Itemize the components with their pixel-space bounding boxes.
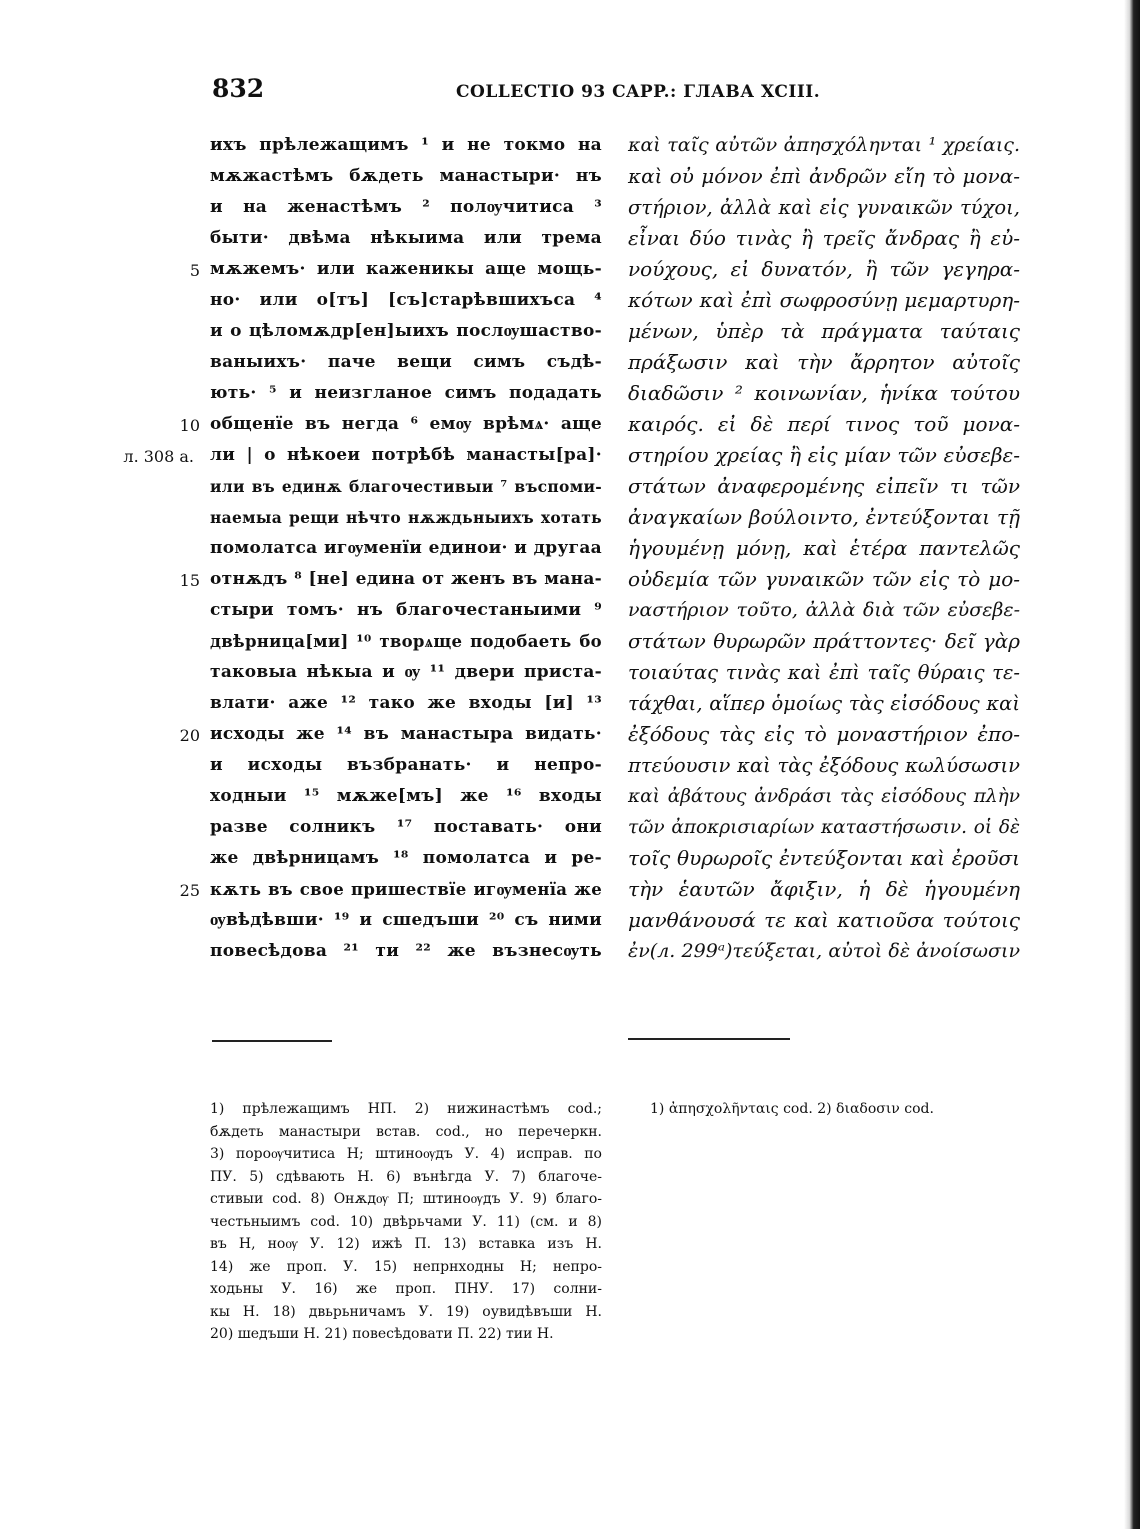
slavonic-line: но· или о[тъ] [съ]старѣвшихъса ⁴ (210, 290, 602, 310)
greek-line: τοῖς θυρωροῖς ἐντεύξονται καὶ ἐροῦσι (628, 846, 1020, 870)
slavonic-line: ходныи ¹⁵ мѫже[мъ] же ¹⁶ входы (210, 786, 602, 806)
footnote-line: стивыи cod. 8) Онѫдѹ П; штиноѹдъ У. 9) благо- (210, 1191, 602, 1207)
slavonic-line: и исходы възбранать· и непро- (210, 755, 602, 775)
greek-line: στήριον, ἀλλὰ καὶ εἰς γυναικῶν τύχοι, (628, 196, 1020, 219)
footnotes-greek (650, 1098, 1030, 1121)
slavonic-line: стыри томъ· нъ благочестаныими ⁹ (210, 600, 602, 620)
greek-line: ναστήριον τοῦτο, ἀλλὰ διὰ τῶν εὐσεβε- (628, 599, 1020, 621)
footnote-line: 14) же проп. У. 15) непрнходны Н; непро- (210, 1258, 602, 1275)
slavonic-line: ихъ прѣлежащимъ ¹ и не токмо на (210, 135, 602, 155)
greek-line: καὶ ἀβάτους ἀνδράσι τὰς εἰσόδους πλὴν (628, 786, 1020, 807)
greek-line: στάτων θυρωρῶν πράττοντες· δεῖ γὰρ (628, 629, 1020, 653)
slavonic-line: таковыа нѣкыа и ѹ ¹¹ двери приста- (210, 662, 602, 682)
greek-line: τάχθαι, αἵπερ ὁμοίως τὰς εἰσόδους καὶ (628, 692, 1020, 715)
line-number: 25 (179, 881, 200, 900)
slavonic-line: наемыа рещи нѣчто нѫждьныихъ хотать (210, 508, 602, 527)
slavonic-column (210, 130, 602, 967)
slavonic-line: же двѣрницамъ ¹⁸ помолатса и ре- (210, 848, 602, 868)
slavonic-line: общенїе въ негда ⁶ емѹ врѣмѧ· аще (210, 414, 602, 434)
slavonic-line: мѫжемъ· или каженикы аще мощь- (210, 259, 602, 279)
running-head: COLLECTIO 93 CAPP.: ГЛАВА XCIII. (456, 82, 821, 102)
footnote-line: кы Н. 18) двьрьничамъ У. 19) оувидѣвъши Н. (210, 1303, 602, 1320)
greek-line: νούχους, εἰ δυνατόν, ἢ τῶν γεγηρα- (628, 257, 1020, 281)
slavonic-line: ли | о нѣкоеи потрѣбѣ манасты[ра]· (210, 445, 602, 465)
scan-edge (1124, 0, 1140, 1529)
slavonic-line: и о цѣломѫдр[ен]ыихъ послѹшаство- (210, 321, 602, 341)
greek-line: ἀναγκαίων βούλοιντο, ἐντεύξονται τῇ (628, 505, 1020, 529)
greek-line: ἐξόδους τὰς εἰς τὸ μοναστήριον ἐπο- (628, 722, 1020, 746)
footnote-line: ПУ. 5) сдѣвають Н. 6) вънѣгда У. 7) благоче- (210, 1168, 602, 1185)
footnote-line: 1) прѣлежащимъ НП. 2) нижинастѣмъ cod.; (210, 1101, 602, 1117)
greek-line: ἐν(л. 299ᵃ)τεύξεται, αὐτοὶ δὲ ἀνοίσωσιν (628, 940, 1020, 962)
greek-line: στηρίου χρείας ἢ εἰς μίαν τῶν εὐσεβε- (628, 443, 1020, 467)
footnote-line: 20) шедъши Н. 21) повесѣдовати П. 22) тии Н. (210, 1326, 554, 1342)
folio-marker: л. 308 а. (123, 447, 194, 466)
slavonic-line: ють· ⁵ и неизгланое симъ подадать (210, 383, 602, 403)
line-number: 20 (179, 726, 200, 745)
slavonic-line: отнѫдъ ⁸ [не] едина от женъ въ мана- (210, 569, 602, 589)
greek-line: εἶναι δύο τινὰς ἢ τρεῖς ἄνδρας ἢ εὐ- (628, 226, 1020, 250)
slavonic-line: быти· двѣма нѣкыима или трема (210, 228, 602, 248)
footnote-rule-left (212, 1040, 332, 1042)
slavonic-line: ѹвѣдѣвши· ¹⁹ и сшедъши ²⁰ съ ними (210, 910, 602, 930)
greek-line: καὶ ταῖς αὐτῶν ἀπησχόληνται ¹ χρείαις. (628, 134, 1020, 156)
greek-line: καιρός. εἰ δὲ περί τινος τοῦ μονα- (628, 412, 1020, 436)
slavonic-line: кѫть въ свое пришествїе игѹменїа же (210, 880, 602, 899)
greek-line: κότων καὶ ἐπὶ σωφροσύνῃ μεμαρτυρη- (628, 288, 1020, 312)
greek-column (628, 130, 1020, 967)
line-number: 5 (189, 261, 200, 280)
greek-line: τὴν ἑαυτῶν ἄφιξιν, ἡ δὲ ἡγουμένη (628, 877, 1020, 901)
slavonic-line: исходы же ¹⁴ въ манастыра видать· (210, 724, 602, 744)
greek-line: μένων, ὑπὲρ τὰ πράγματα ταύταις (628, 319, 1020, 343)
greek-line: τῶν ἀποκρισιαρίων καταστήσωσιν. οἱ δὲ (628, 817, 1020, 838)
footnote-line: въ Н, ноѹ У. 12) ижѣ П. 13) вставка изъ Н. (210, 1236, 602, 1252)
greek-line: μανθάνουσά τε καὶ κατιοῦσα τούτοις (628, 908, 1020, 932)
greek-line: τοιαύτας τινὰς καὶ ἐπὶ ταῖς θύραις τε- (628, 661, 1020, 684)
slavonic-line: влати· аже ¹² тако же входы [и] ¹³ (210, 693, 602, 713)
greek-line: πτεύουσιν καὶ τὰς ἐξόδους κωλύσωσιν (628, 754, 1020, 777)
footnote-rule-right (628, 1038, 790, 1040)
greek-line: στάτων ἀναφερομένης εἰπεῖν τι τῶν (628, 474, 1020, 498)
slavonic-line: ваныихъ· паче вещи симъ съдѣ- (210, 352, 602, 372)
greek-line: οὐδεμία τῶν γυναικῶν τῶν εἰς τὸ μο- (628, 567, 1020, 591)
footnote-line: честьныимъ cod. 10) двѣрьчами У. 11) (см. и 8) (210, 1213, 602, 1230)
footnote-line: ходьны У. 16) же проп. ПНУ. 17) солни- (210, 1281, 602, 1297)
line-number: 10 (179, 416, 200, 435)
page-number: 832 (212, 74, 265, 103)
slavonic-line: разве солникъ ¹⁷ поставать· они (210, 817, 602, 837)
greek-line: ἡγουμένῃ μόνῃ, καὶ ἑτέρα παντελῶς (628, 536, 1020, 560)
slavonic-line: помолатса игѹменїи единои· и другаа (210, 538, 602, 558)
slavonic-line: двѣрница[ми] ¹⁰ творѧще подобаеть бо (210, 632, 602, 651)
slavonic-line: повесѣдова ²¹ ти ²² же възнесѹть (210, 941, 602, 961)
greek-line: πράξωσιν καὶ τὴν ἄρρητον αὐτοῖς (628, 350, 1020, 374)
footnote-line: 3) пороѹчитиса Н; штиноѹдъ У. 4) исправ. по (210, 1146, 602, 1162)
line-number: 15 (179, 571, 200, 590)
greek-line: καὶ οὐ μόνον ἐπὶ ἀνδρῶν εἴη τὸ μονα- (628, 164, 1020, 188)
greek-line: διαδῶσιν ² κοινωνίαν, ἡνίκα τούτου (628, 381, 1020, 405)
slavonic-line: мѫжастѣмъ бѫдеть манастыри· нъ (210, 166, 602, 186)
slavonic-line: и на женастѣмъ ² полѹчитиса ³ (210, 197, 602, 217)
footnote-line: 1) ἀπησχολῆνταις cod. 2) διαδοσιν cod. (650, 1101, 934, 1117)
footnote-line: бѫдеть манастыри встав. cod., но перечеркн. (210, 1123, 602, 1140)
slavonic-line: или въ единѫ благочестивыи ⁷ въспоми- (210, 477, 602, 496)
footnotes-slavonic (210, 1098, 602, 1346)
